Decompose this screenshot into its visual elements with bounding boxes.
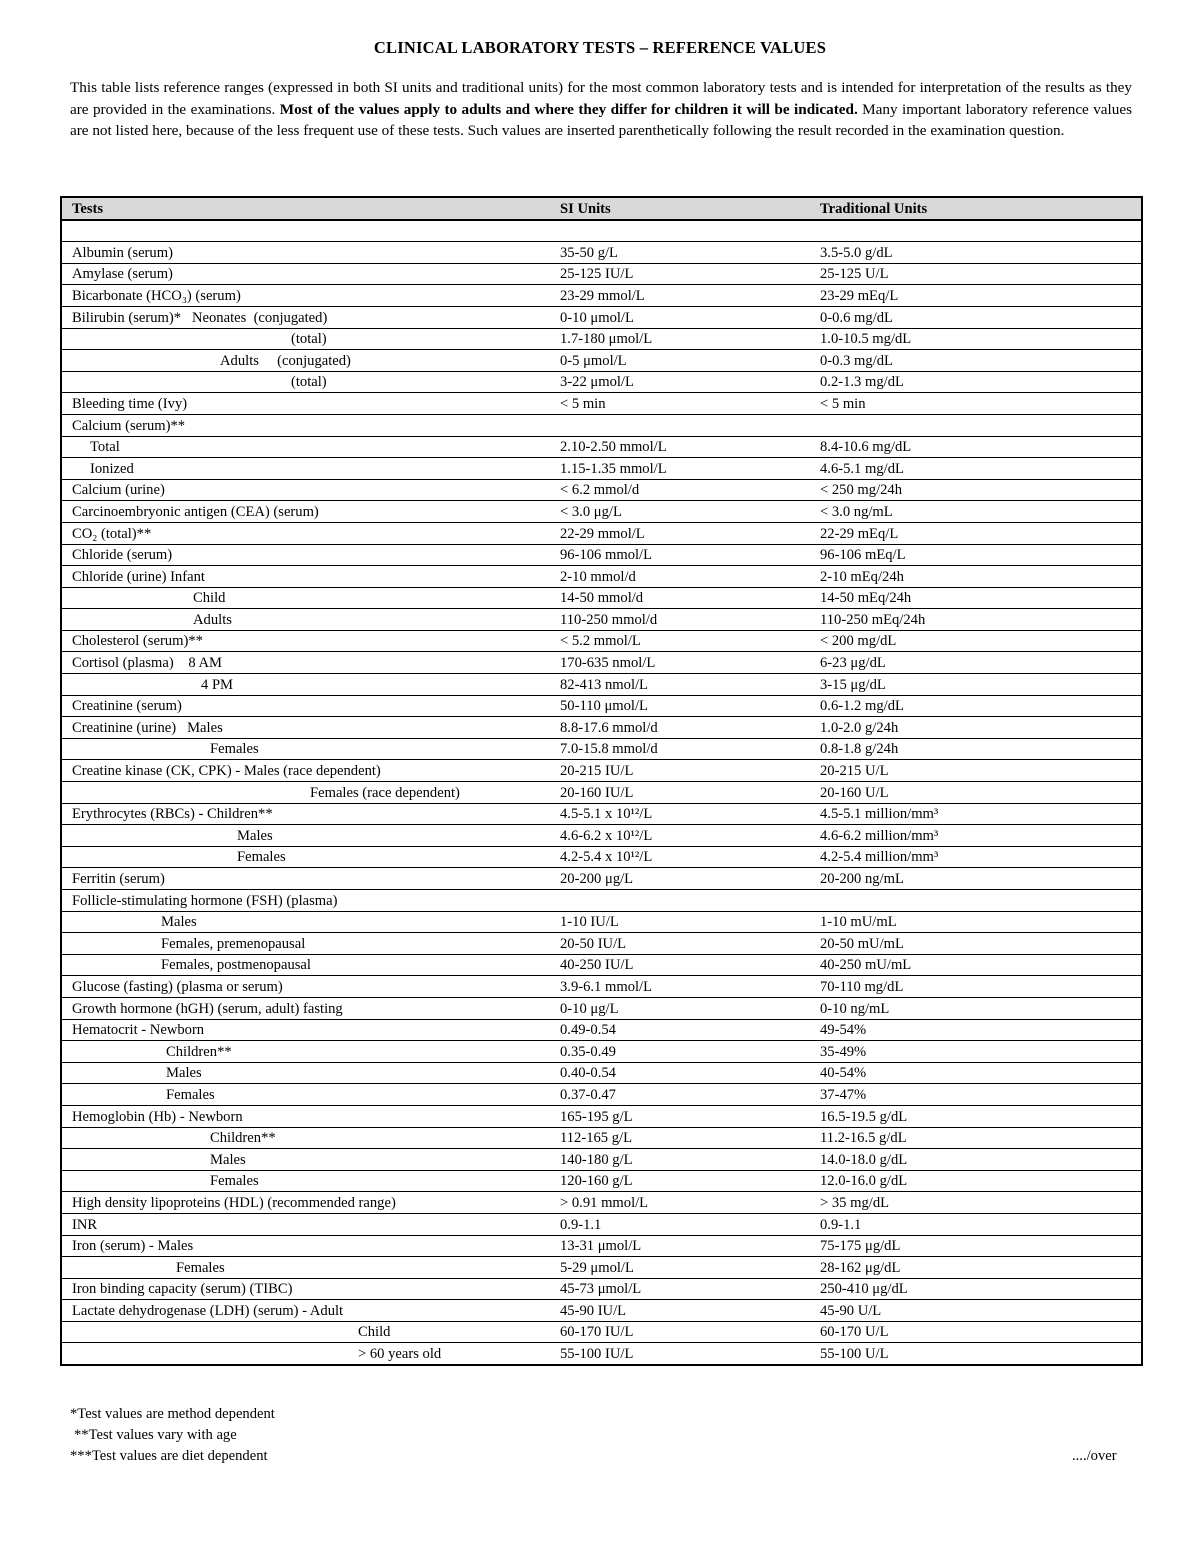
traditional-units-cell: 3.5-5.0 g/dL bbox=[810, 242, 1142, 264]
table-row bbox=[61, 825, 1142, 847]
traditional-units-cell: 20-200 ng/mL bbox=[810, 868, 1142, 890]
traditional-units-cell: 6-23 μg/dL bbox=[810, 652, 1142, 674]
traditional-units-cell: 0-10 ng/mL bbox=[810, 997, 1142, 1019]
table-row bbox=[61, 1105, 1142, 1127]
si-units-cell: 55-100 IU/L bbox=[550, 1343, 810, 1365]
si-units-cell: 20-50 IU/L bbox=[550, 933, 810, 955]
test-name-cell: Cholesterol (serum)** bbox=[61, 630, 550, 652]
table-row bbox=[61, 1149, 1142, 1171]
traditional-units-cell: 20-50 mU/mL bbox=[810, 933, 1142, 955]
table-row bbox=[61, 911, 1142, 933]
test-name-cell: Follicle-stimulating hormone (FSH) (plasma) bbox=[61, 890, 550, 912]
si-units-cell: 110-250 mmol/d bbox=[550, 609, 810, 631]
traditional-units-cell: < 3.0 ng/mL bbox=[810, 501, 1142, 523]
traditional-units-cell: < 5 min bbox=[810, 393, 1142, 415]
traditional-units-cell: 11.2-16.5 g/dL bbox=[810, 1127, 1142, 1149]
traditional-units-cell: 75-175 μg/dL bbox=[810, 1235, 1142, 1257]
test-name-cell: Ionized bbox=[61, 458, 550, 480]
test-name-cell: Children** bbox=[61, 1127, 550, 1149]
si-units-cell: 0.37-0.47 bbox=[550, 1084, 810, 1106]
table-row bbox=[61, 242, 1142, 264]
table-row bbox=[61, 522, 1142, 544]
si-units-cell: 140-180 g/L bbox=[550, 1149, 810, 1171]
reference-table bbox=[60, 196, 1143, 1366]
table-row bbox=[61, 285, 1142, 307]
si-units-cell: 45-90 IU/L bbox=[550, 1300, 810, 1322]
si-units-cell: 0.40-0.54 bbox=[550, 1062, 810, 1084]
table-row bbox=[61, 436, 1142, 458]
traditional-units-cell: 1.0-10.5 mg/dL bbox=[810, 328, 1142, 350]
si-units-cell: > 0.91 mmol/L bbox=[550, 1192, 810, 1214]
table-row bbox=[61, 479, 1142, 501]
table-row bbox=[61, 1300, 1142, 1322]
table-row bbox=[61, 1192, 1142, 1214]
traditional-units-cell: 1.0-2.0 g/24h bbox=[810, 717, 1142, 739]
traditional-units-cell: 28-162 μg/dL bbox=[810, 1257, 1142, 1279]
table-row bbox=[61, 1041, 1142, 1063]
traditional-units-cell: 37-47% bbox=[810, 1084, 1142, 1106]
si-units-cell: 8.8-17.6 mmol/d bbox=[550, 717, 810, 739]
test-name-cell: Creatinine (urine) Males bbox=[61, 717, 550, 739]
si-units-cell: 2.10-2.50 mmol/L bbox=[550, 436, 810, 458]
si-units-cell: 3-22 μmol/L bbox=[550, 371, 810, 393]
si-units-cell: 0-5 μmol/L bbox=[550, 350, 810, 372]
traditional-units-cell: 49-54% bbox=[810, 1019, 1142, 1041]
traditional-units-cell: 4.5-5.1 million/mm³ bbox=[810, 803, 1142, 825]
test-name-cell: Lactate dehydrogenase (LDH) (serum) - Adult bbox=[61, 1300, 550, 1322]
traditional-units-cell: 45-90 U/L bbox=[810, 1300, 1142, 1322]
table-row bbox=[61, 1019, 1142, 1041]
intro-bold-text: Most of the values apply to adults and where they differ for children it will be indicated. bbox=[279, 100, 858, 118]
si-units-cell: 0-10 μg/L bbox=[550, 997, 810, 1019]
table-row bbox=[61, 1257, 1142, 1279]
table-row bbox=[61, 371, 1142, 393]
si-units-cell: 22-29 mmol/L bbox=[550, 522, 810, 544]
table-row bbox=[61, 328, 1142, 350]
table-row bbox=[61, 306, 1142, 328]
traditional-units-cell: 20-160 U/L bbox=[810, 782, 1142, 804]
si-units-cell bbox=[550, 220, 810, 242]
traditional-units-cell: 250-410 μg/dL bbox=[810, 1278, 1142, 1300]
footnote-diet: ***Test values are diet dependent bbox=[70, 1448, 268, 1464]
si-units-cell: 7.0-15.8 mmol/d bbox=[550, 738, 810, 760]
test-name-cell: Hemoglobin (Hb) - Newborn bbox=[61, 1105, 550, 1127]
table-row bbox=[61, 846, 1142, 868]
si-units-cell: 4.2-5.4 x 10¹²/L bbox=[550, 846, 810, 868]
table-row bbox=[61, 738, 1142, 760]
test-name-cell: Females bbox=[61, 738, 550, 760]
table-row bbox=[61, 587, 1142, 609]
traditional-units-cell: 22-29 mEq/L bbox=[810, 522, 1142, 544]
test-name-cell: (total) bbox=[61, 328, 550, 350]
traditional-units-cell: 3-15 μg/dL bbox=[810, 674, 1142, 696]
traditional-units-cell: 2-10 mEq/24h bbox=[810, 566, 1142, 588]
table-row bbox=[61, 1278, 1142, 1300]
table-row bbox=[61, 501, 1142, 523]
test-name-cell: Females bbox=[61, 1084, 550, 1106]
test-name-cell: Iron binding capacity (serum) (TIBC) bbox=[61, 1278, 550, 1300]
table-row bbox=[61, 933, 1142, 955]
traditional-units-cell: 40-54% bbox=[810, 1062, 1142, 1084]
traditional-units-cell: 4.2-5.4 million/mm³ bbox=[810, 846, 1142, 868]
table-row bbox=[61, 760, 1142, 782]
traditional-units-cell: 0.8-1.8 g/24h bbox=[810, 738, 1142, 760]
table-row bbox=[61, 997, 1142, 1019]
table-row bbox=[61, 414, 1142, 436]
test-name-cell: Glucose (fasting) (plasma or serum) bbox=[61, 976, 550, 998]
intro-text-continued: Many important laboratory reference values are not listed here, because of the less frequent use of these tests. Such values are inserted parenthetically following the result recorded in the examination question. bbox=[70, 100, 1133, 139]
test-name-cell: Females bbox=[61, 846, 550, 868]
traditional-units-cell: 0.6-1.2 mg/dL bbox=[810, 695, 1142, 717]
traditional-units-cell: 8.4-10.6 mg/dL bbox=[810, 436, 1142, 458]
test-name-cell: > 60 years old bbox=[61, 1343, 550, 1365]
test-name-cell: Males bbox=[61, 825, 550, 847]
si-units-cell: < 6.2 mmol/d bbox=[550, 479, 810, 501]
traditional-units-cell: 35-49% bbox=[810, 1041, 1142, 1063]
test-name-cell: Females (race dependent) bbox=[61, 782, 550, 804]
table-row bbox=[61, 1321, 1142, 1343]
traditional-units-cell: 0-0.6 mg/dL bbox=[810, 306, 1142, 328]
test-name-cell: Males bbox=[61, 1062, 550, 1084]
footnote-age: **Test values vary with age bbox=[74, 1427, 237, 1443]
traditional-units-cell: 14.0-18.0 g/dL bbox=[810, 1149, 1142, 1171]
table-row bbox=[61, 976, 1142, 998]
table-row bbox=[61, 674, 1142, 696]
traditional-units-cell bbox=[810, 220, 1142, 242]
si-units-cell: 0.35-0.49 bbox=[550, 1041, 810, 1063]
si-units-cell: 0-10 μmol/L bbox=[550, 306, 810, 328]
test-name-cell: Calcium (urine) bbox=[61, 479, 550, 501]
table-row bbox=[61, 868, 1142, 890]
table-row bbox=[61, 803, 1142, 825]
si-units-cell bbox=[550, 890, 810, 912]
test-name-cell: Females bbox=[61, 1170, 550, 1192]
test-name-cell: Males bbox=[61, 911, 550, 933]
si-units-cell: 20-160 IU/L bbox=[550, 782, 810, 804]
si-units-cell: 50-110 μmol/L bbox=[550, 695, 810, 717]
table-header-row bbox=[61, 197, 1142, 220]
test-name-cell: Bicarbonate (HCO₃) (serum) bbox=[61, 285, 550, 307]
header-tests: Tests bbox=[61, 197, 550, 220]
traditional-units-cell: 4.6-6.2 million/mm³ bbox=[810, 825, 1142, 847]
test-name-cell: Creatine kinase (CK, CPK) - Males (race dependent) bbox=[61, 760, 550, 782]
header-si-units: SI Units bbox=[550, 197, 810, 220]
si-units-cell: 112-165 g/L bbox=[550, 1127, 810, 1149]
test-name-cell: Females bbox=[61, 1257, 550, 1279]
test-name-cell: Amylase (serum) bbox=[61, 263, 550, 285]
test-name-cell: Adults (conjugated) bbox=[61, 350, 550, 372]
test-name-cell: Ferritin (serum) bbox=[61, 868, 550, 890]
si-units-cell: 40-250 IU/L bbox=[550, 954, 810, 976]
si-units-cell: 13-31 μmol/L bbox=[550, 1235, 810, 1257]
traditional-units-cell: 20-215 U/L bbox=[810, 760, 1142, 782]
table-body bbox=[61, 220, 1142, 1365]
test-name-cell: Hematocrit - Newborn bbox=[61, 1019, 550, 1041]
traditional-units-cell: 12.0-16.0 g/dL bbox=[810, 1170, 1142, 1192]
traditional-units-cell: 0.2-1.3 mg/dL bbox=[810, 371, 1142, 393]
test-name-cell: Erythrocytes (RBCs) - Children** bbox=[61, 803, 550, 825]
over-note: ..../over bbox=[1072, 1448, 1117, 1464]
si-units-cell: < 3.0 μg/L bbox=[550, 501, 810, 523]
table-row bbox=[61, 1235, 1142, 1257]
table-row bbox=[61, 954, 1142, 976]
test-name-cell: Adults bbox=[61, 609, 550, 631]
test-name-cell bbox=[61, 220, 550, 242]
table-row bbox=[61, 782, 1142, 804]
si-units-cell: 60-170 IU/L bbox=[550, 1321, 810, 1343]
test-name-cell: Child bbox=[61, 587, 550, 609]
traditional-units-cell: 0.9-1.1 bbox=[810, 1213, 1142, 1235]
table-row bbox=[61, 695, 1142, 717]
table-row bbox=[61, 1343, 1142, 1365]
si-units-cell: 14-50 mmol/d bbox=[550, 587, 810, 609]
table-row bbox=[61, 544, 1142, 566]
test-name-cell: Child bbox=[61, 1321, 550, 1343]
test-name-cell: 4 PM bbox=[61, 674, 550, 696]
traditional-units-cell: 25-125 U/L bbox=[810, 263, 1142, 285]
table-row bbox=[61, 220, 1142, 242]
test-name-cell: Creatinine (serum) bbox=[61, 695, 550, 717]
traditional-units-cell: 16.5-19.5 g/dL bbox=[810, 1105, 1142, 1127]
table-row bbox=[61, 652, 1142, 674]
traditional-units-cell: 40-250 mU/mL bbox=[810, 954, 1142, 976]
traditional-units-cell: 70-110 mg/dL bbox=[810, 976, 1142, 998]
si-units-cell: 5-29 μmol/L bbox=[550, 1257, 810, 1279]
test-name-cell: High density lipoproteins (HDL) (recommended range) bbox=[61, 1192, 550, 1214]
table-row bbox=[61, 630, 1142, 652]
test-name-cell: Chloride (serum) bbox=[61, 544, 550, 566]
si-units-cell: 2-10 mmol/d bbox=[550, 566, 810, 588]
table-row bbox=[61, 609, 1142, 631]
test-name-cell: Iron (serum) - Males bbox=[61, 1235, 550, 1257]
si-units-cell: 20-200 μg/L bbox=[550, 868, 810, 890]
test-name-cell: Chloride (urine) Infant bbox=[61, 566, 550, 588]
test-name-cell: CO₂ (total)** bbox=[61, 522, 550, 544]
table-row bbox=[61, 1213, 1142, 1235]
traditional-units-cell: 4.6-5.1 mg/dL bbox=[810, 458, 1142, 480]
si-units-cell: 4.5-5.1 x 10¹²/L bbox=[550, 803, 810, 825]
intro-text: This table lists reference ranges (expressed in both SI units and traditional units) for the most common laboratory tests and is intended for interpretation of the results as they are provided in the examinations. bbox=[70, 79, 1132, 118]
test-name-cell: Bilirubin (serum)* Neonates (conjugated) bbox=[61, 306, 550, 328]
traditional-units-cell: 96-106 mEq/L bbox=[810, 544, 1142, 566]
si-units-cell: 45-73 μmol/L bbox=[550, 1278, 810, 1300]
test-name-cell: Carcinoembryonic antigen (CEA) (serum) bbox=[61, 501, 550, 523]
traditional-units-cell: < 250 mg/24h bbox=[810, 479, 1142, 501]
si-units-cell: 165-195 g/L bbox=[550, 1105, 810, 1127]
test-name-cell: Total bbox=[61, 436, 550, 458]
si-units-cell: 170-635 nmol/L bbox=[550, 652, 810, 674]
si-units-cell: < 5 min bbox=[550, 393, 810, 415]
test-name-cell: (total) bbox=[61, 371, 550, 393]
si-units-cell: 82-413 nmol/L bbox=[550, 674, 810, 696]
test-name-cell: Males bbox=[61, 1149, 550, 1171]
test-name-cell: Calcium (serum)** bbox=[61, 414, 550, 436]
si-units-cell: 4.6-6.2 x 10¹²/L bbox=[550, 825, 810, 847]
table-row bbox=[61, 263, 1142, 285]
table-row bbox=[61, 1062, 1142, 1084]
si-units-cell: < 5.2 mmol/L bbox=[550, 630, 810, 652]
intro-paragraph bbox=[70, 77, 1132, 142]
test-name-cell: Growth hormone (hGH) (serum, adult) fasting bbox=[61, 997, 550, 1019]
si-units-cell: 20-215 IU/L bbox=[550, 760, 810, 782]
test-name-cell: INR bbox=[61, 1213, 550, 1235]
table-row bbox=[61, 458, 1142, 480]
traditional-units-cell: 23-29 mEq/L bbox=[810, 285, 1142, 307]
si-units-cell: 0.9-1.1 bbox=[550, 1213, 810, 1235]
si-units-cell: 1-10 IU/L bbox=[550, 911, 810, 933]
traditional-units-cell: 1-10 mU/mL bbox=[810, 911, 1142, 933]
test-name-cell: Albumin (serum) bbox=[61, 242, 550, 264]
test-name-cell: Children** bbox=[61, 1041, 550, 1063]
table-row bbox=[61, 350, 1142, 372]
table-row bbox=[61, 393, 1142, 415]
si-units-cell: 1.15-1.35 mmol/L bbox=[550, 458, 810, 480]
traditional-units-cell: 110-250 mEq/24h bbox=[810, 609, 1142, 631]
footnote-method: *Test values are method dependent bbox=[70, 1406, 275, 1422]
test-name-cell: Females, postmenopausal bbox=[61, 954, 550, 976]
si-units-cell bbox=[550, 414, 810, 436]
table-row bbox=[61, 890, 1142, 912]
si-units-cell: 23-29 mmol/L bbox=[550, 285, 810, 307]
page-title: CLINICAL LABORATORY TESTS – REFERENCE VALUES bbox=[373, 38, 827, 57]
traditional-units-cell: 14-50 mEq/24h bbox=[810, 587, 1142, 609]
si-units-cell: 96-106 mmol/L bbox=[550, 544, 810, 566]
si-units-cell: 25-125 IU/L bbox=[550, 263, 810, 285]
table-row bbox=[61, 1084, 1142, 1106]
table-row bbox=[61, 566, 1142, 588]
si-units-cell: 1.7-180 μmol/L bbox=[550, 328, 810, 350]
test-name-cell: Cortisol (plasma) 8 AM bbox=[61, 652, 550, 674]
si-units-cell: 3.9-6.1 mmol/L bbox=[550, 976, 810, 998]
traditional-units-cell bbox=[810, 890, 1142, 912]
header-traditional-units: Traditional Units bbox=[810, 197, 1142, 220]
traditional-units-cell: 60-170 U/L bbox=[810, 1321, 1142, 1343]
traditional-units-cell: < 200 mg/dL bbox=[810, 630, 1142, 652]
test-name-cell: Bleeding time (Ivy) bbox=[61, 393, 550, 415]
si-units-cell: 120-160 g/L bbox=[550, 1170, 810, 1192]
traditional-units-cell: 0-0.3 mg/dL bbox=[810, 350, 1142, 372]
si-units-cell: 35-50 g/L bbox=[550, 242, 810, 264]
si-units-cell: 0.49-0.54 bbox=[550, 1019, 810, 1041]
traditional-units-cell bbox=[810, 414, 1142, 436]
traditional-units-cell: > 35 mg/dL bbox=[810, 1192, 1142, 1214]
traditional-units-cell: 55-100 U/L bbox=[810, 1343, 1142, 1365]
table-row bbox=[61, 1170, 1142, 1192]
table-row bbox=[61, 717, 1142, 739]
table-row bbox=[61, 1127, 1142, 1149]
test-name-cell: Females, premenopausal bbox=[61, 933, 550, 955]
